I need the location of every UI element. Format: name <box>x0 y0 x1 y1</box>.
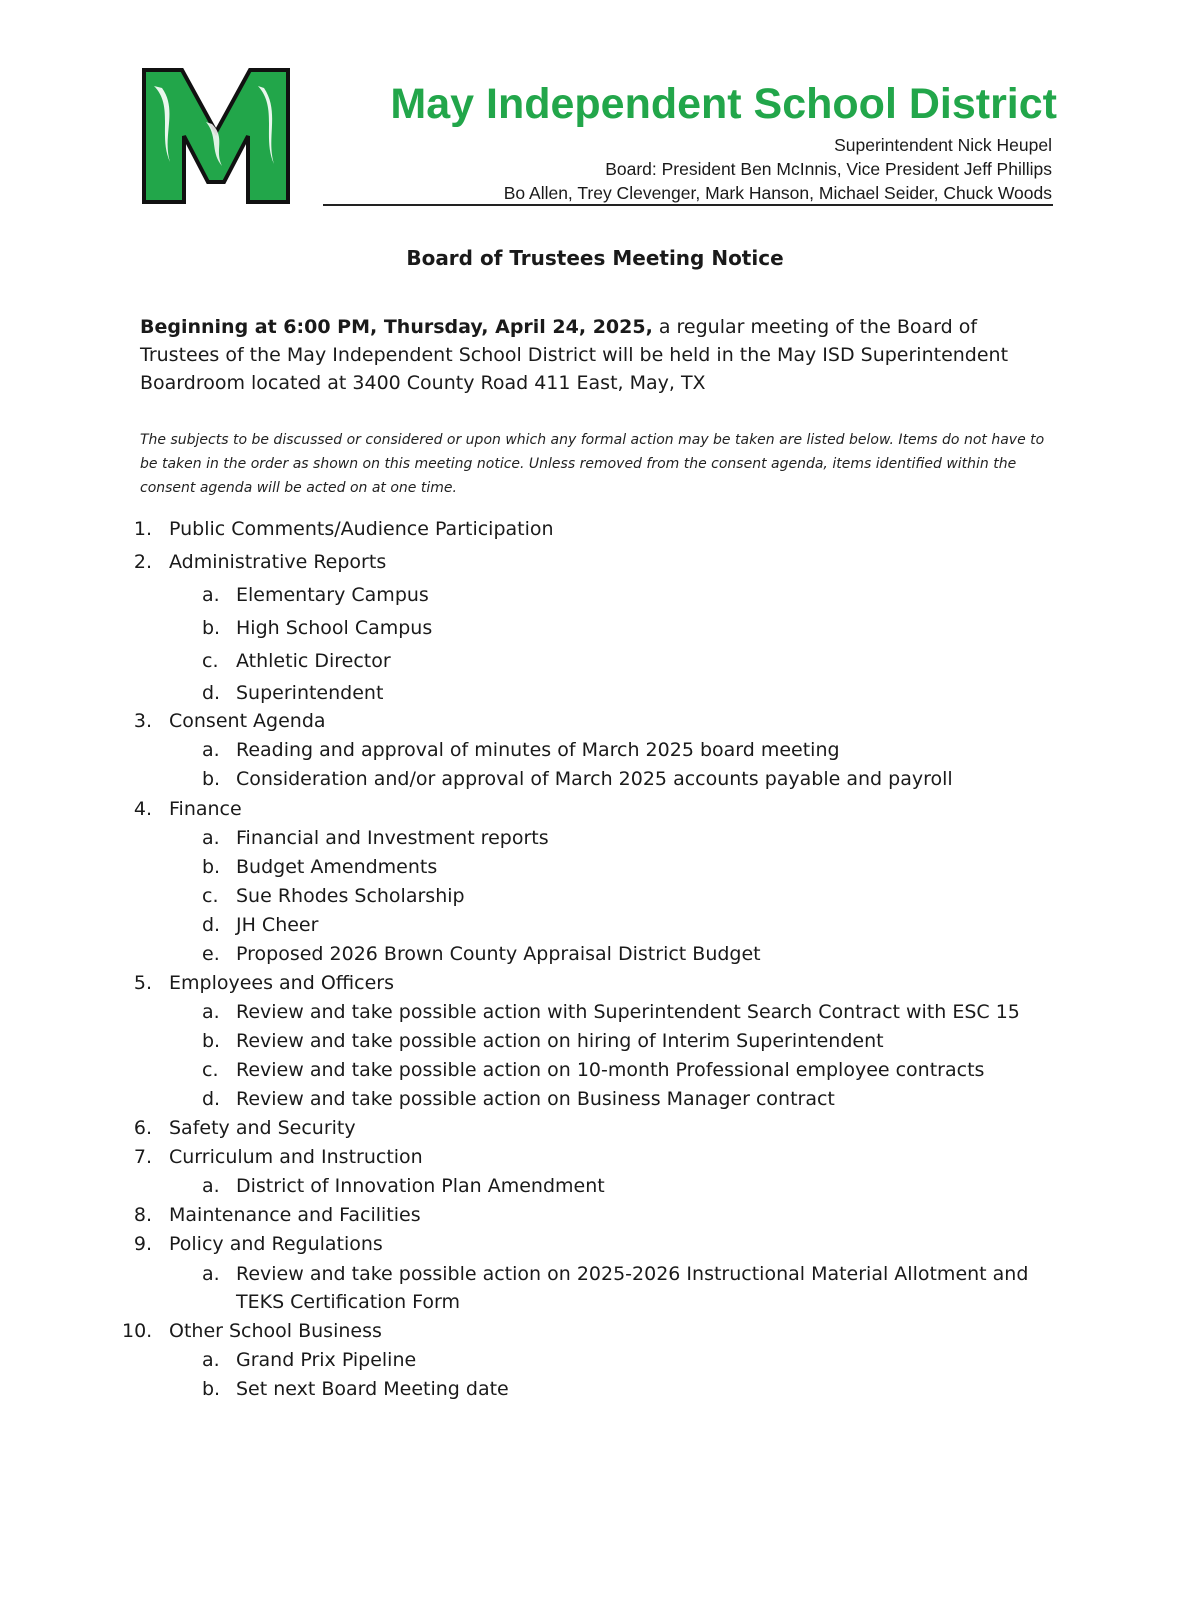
agenda-subitem-text: Grand Prix Pipeline <box>236 1349 417 1371</box>
agenda-item-title: Employees and Officers <box>169 972 394 994</box>
agenda-subitem-continuation: TEKS Certification Form <box>236 1291 461 1313</box>
agenda-item-number: 2. <box>133 551 152 573</box>
agenda-subitem-letter: e. <box>202 943 220 965</box>
agenda-subitem-letter: d. <box>202 914 221 936</box>
agenda-item-number: 10. <box>122 1320 153 1342</box>
district-name: May Independent School District <box>390 80 1057 128</box>
agenda-subitem-letter: d. <box>202 1088 221 1110</box>
agenda-item-number: 4. <box>133 798 152 820</box>
agenda-item-title: Public Comments/Audience Participation <box>169 518 554 540</box>
agenda-subitem-text: Financial and Investment reports <box>236 827 549 849</box>
agenda-subitem-text: Budget Amendments <box>236 856 438 878</box>
agenda-item-title: Finance <box>169 798 242 820</box>
agenda-subitem-text: Review and take possible action with Superintendent Search Contract with ESC 15 <box>236 1001 1020 1023</box>
agenda-subitem-text: Set next Board Meeting date <box>236 1378 509 1400</box>
agenda-subitem-text: Superintendent <box>236 682 384 704</box>
agenda-subitem-letter: a. <box>202 584 220 606</box>
page-title: Board of Trustees Meeting Notice <box>406 246 784 270</box>
agenda-subitem-letter: c. <box>202 885 219 907</box>
agenda-subitem-text: Sue Rhodes Scholarship <box>236 885 465 907</box>
agenda-subitem-letter: d. <box>202 682 221 704</box>
meeting-datetime: Beginning at 6:00 PM, Thursday, April 24, 2025, <box>140 316 653 338</box>
meeting-location-text: a regular meeting of the Board of Trustees of the May Independent School District will be held in the May ISD Superintendent Boardroom located at 3400 County Road 411 East, May, TX <box>140 316 1009 394</box>
agenda-subitem-letter: b. <box>202 617 221 639</box>
agenda-item-title: Curriculum and Instruction <box>169 1146 423 1168</box>
agenda-item-title: Policy and Regulations <box>169 1233 383 1255</box>
agenda-subitem-text: Reading and approval of minutes of March 2025 board meeting <box>236 739 840 761</box>
agenda-subitem-text: Review and take possible action on 10-month Professional employee contracts <box>236 1059 985 1081</box>
agenda-subitem-letter: c. <box>202 650 219 672</box>
agenda-subitem-letter: a. <box>202 1001 220 1023</box>
agenda-item-number: 7. <box>133 1146 152 1168</box>
agenda-item-number: 1. <box>133 518 152 540</box>
board-members-line: Bo Allen, Trey Clevenger, Mark Hanson, Michael Seider, Chuck Woods <box>503 183 1052 203</box>
agenda-item-title: Consent Agenda <box>169 710 326 732</box>
agenda-item-title: Safety and Security <box>169 1117 356 1139</box>
agenda-subitem-letter: b. <box>202 1378 221 1400</box>
agenda-item-title: Administrative Reports <box>169 551 387 573</box>
agenda-subitem-letter: a. <box>202 1263 220 1285</box>
agenda-item-title: Maintenance and Facilities <box>169 1204 421 1226</box>
agenda-subitem-text: Consideration and/or approval of March 2025 accounts payable and payroll <box>236 768 953 790</box>
superintendent-line: Superintendent Nick Heupel <box>834 135 1052 155</box>
agenda-item-number: 8. <box>133 1204 152 1226</box>
agenda-subitem-letter: b. <box>202 768 221 790</box>
board-officers-line: Board: President Ben McInnis, Vice President Jeff Phillips <box>605 159 1052 179</box>
agenda-subitem-text: District of Innovation Plan Amendment <box>236 1175 605 1197</box>
agenda-item-number: 5. <box>133 972 152 994</box>
agenda-item-number: 3. <box>133 710 152 732</box>
agenda-subitem-letter: a. <box>202 827 220 849</box>
agenda-subitem-text: Review and take possible action on 2025-2026 Instructional Material Allotment and <box>236 1263 1029 1285</box>
agenda-subitem-letter: c. <box>202 1059 219 1081</box>
agenda-subitem-text: JH Cheer <box>236 914 319 936</box>
agenda-subitem-letter: a. <box>202 1175 220 1197</box>
agenda-subitem-letter: a. <box>202 1349 220 1371</box>
agenda-subitem-text: Review and take possible action on hiring of Interim Superintendent <box>236 1030 884 1052</box>
agenda-subitem-text: Elementary Campus <box>236 584 429 606</box>
agenda-subitem-text: Review and take possible action on Business Manager contract <box>236 1088 835 1110</box>
agenda-subitem-text: Athletic Director <box>236 650 391 672</box>
agenda-subitem-text: High School Campus <box>236 617 433 639</box>
agenda-item-number: 6. <box>133 1117 152 1139</box>
agenda-subitem-letter: b. <box>202 1030 221 1052</box>
agenda-subitem-text: Proposed 2026 Brown County Appraisal District Budget <box>236 943 761 965</box>
agenda-disclaimer: The subjects to be discussed or considered or upon which any formal action may be taken are listed below. Items do not have to be taken in the order as shown on this meeting notice. Unless removed from the consent agenda, items identified within the consent agenda will be acted on at one time. <box>140 432 1045 496</box>
agenda-subitem-letter: b. <box>202 856 221 878</box>
agenda-item-title: Other School Business <box>169 1320 382 1342</box>
agenda-subitem-letter: a. <box>202 739 220 761</box>
agenda-item-number: 9. <box>133 1233 152 1255</box>
